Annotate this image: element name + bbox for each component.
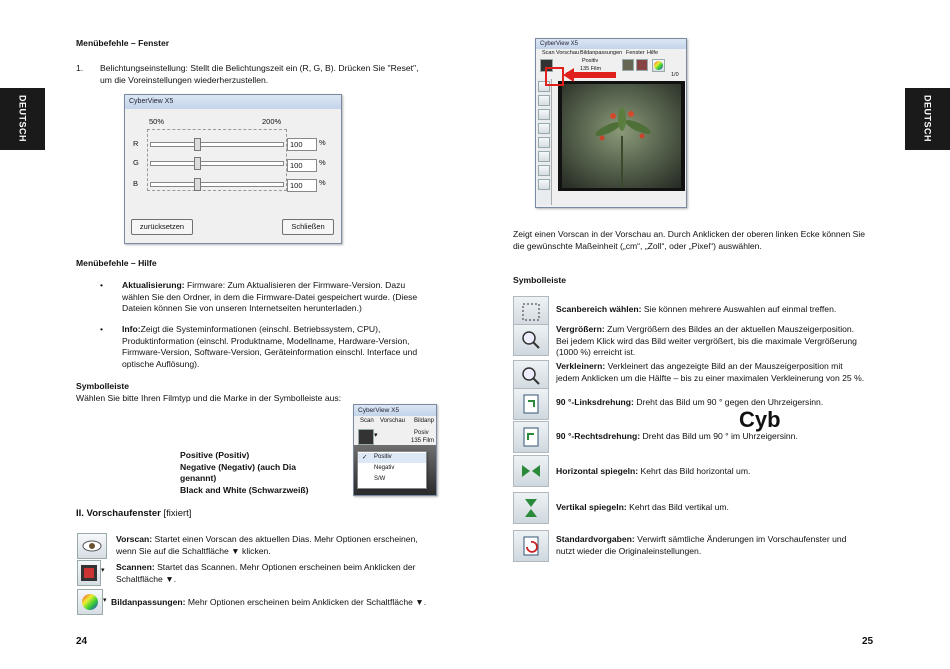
preview-window — [535, 38, 687, 208]
section2-heading — [76, 508, 191, 519]
toolbar-item-flip-v — [556, 502, 886, 514]
slider-g-track[interactable] — [150, 161, 284, 166]
toolbar-item-defaults-line1: Verwirft sämtliche Änderungen im Vorschaufenster und — [634, 534, 847, 544]
toolbar-item-zoom-in-line1: Zum Vergrößern des Bildes an der aktuellen Mauszeigerposition. — [604, 324, 855, 334]
reset-button[interactable]: zurücksetzen — [131, 219, 193, 235]
preview-caption-line2: die gewünschte Maßeinheit („cm“, „Zoll“, oder „Pixel“) auswählen. — [513, 240, 762, 251]
tool-vorscan-line2: wenn Sie auf die Schaltfläche ▼ klicken. — [116, 545, 271, 556]
film-icon[interactable] — [358, 429, 374, 445]
hilfe-item-update-line1: Firmware: Zum Aktualisieren der Firmware-Version. Dazu — [184, 280, 406, 290]
preview-menu-hilfe[interactable]: Hilfe — [647, 50, 659, 56]
tool-scannen-line2: Schaltfläche ▼. — [116, 573, 177, 584]
side-tab-right — [905, 88, 950, 150]
toolbar-item-select-label: Scanbereich wählen: — [556, 304, 642, 314]
slider-r-thumb[interactable] — [194, 138, 201, 151]
preview-image-frame — [558, 81, 685, 191]
left-symbolleiste-title: Symbolleiste — [76, 381, 130, 391]
preview-caption — [513, 229, 883, 252]
toolbar-item-rotate-left-label: 90 °-Linksdrehung: — [556, 397, 634, 407]
toolbar-item-defaults-label: Standardvorgaben: — [556, 534, 635, 544]
channel-r-label: R — [133, 139, 139, 148]
zoom-in-icon[interactable] — [513, 324, 549, 356]
tool-scannen-line1: Startet das Scannen. Mehr Optionen erscheinen beim Anklicken der — [154, 562, 416, 572]
side-zoom-out-icon[interactable] — [538, 109, 550, 120]
bullet-2: • — [100, 324, 104, 334]
side-tab-left — [0, 88, 45, 150]
preview-window-title: CyberView X5 — [536, 39, 686, 49]
channel-g-label: G — [133, 158, 139, 167]
scan-dropdown-arrow-icon[interactable]: ▾ — [101, 567, 105, 574]
dropdown-option-negativ[interactable]: Negativ — [374, 465, 395, 471]
film-dropdown-arrow-icon[interactable]: ▾ — [374, 432, 378, 439]
side-flip-h-icon[interactable] — [538, 151, 550, 162]
value-g-input[interactable]: 100 — [287, 159, 317, 172]
toolbar-item-flip-h — [556, 466, 886, 478]
reset-defaults-icon[interactable] — [513, 530, 549, 562]
toolbar-item-rotate-left-line1: Dreht das Bild um 90 ° gegen den Uhrzeigersinn. — [633, 397, 824, 407]
flip-vertical-icon[interactable] — [513, 492, 549, 524]
page-number-left: 24 — [76, 636, 88, 647]
item1-text — [100, 63, 440, 86]
side-rotate-right-icon[interactable] — [538, 137, 550, 148]
highlight-arrow-icon — [562, 66, 618, 84]
toolbar-item-flip-h-label: Horizontal spiegeln: — [556, 466, 639, 476]
scale-high-label: 200% — [262, 117, 282, 126]
bullet-1: • — [100, 280, 104, 290]
preview-scan-icon[interactable] — [622, 59, 634, 71]
film-type-positive: Positive (Positiv) — [180, 450, 250, 460]
flip-horizontal-icon[interactable] — [513, 455, 549, 487]
toolbar-item-rotate-left — [556, 397, 886, 409]
toolbar-item-flip-v-label: Vertikal spiegeln: — [556, 502, 627, 512]
color-wheel-icon[interactable] — [77, 589, 103, 615]
side-flip-v-icon[interactable] — [538, 165, 550, 176]
film-type-bw: Black and White (Schwarzweiß) — [180, 484, 309, 495]
exposure-dialog-title: CyberView X5 — [125, 95, 341, 109]
toolbar-item-zoom-out — [556, 361, 886, 384]
value-r-input[interactable]: 100 — [287, 138, 317, 151]
channel-b-label: B — [133, 179, 139, 188]
value-b-input[interactable]: 100 — [287, 179, 317, 192]
dropdown-highlight — [358, 453, 426, 463]
toolbar-item-rotate-right-label: 90 °-Rechtsdrehung: — [556, 431, 641, 441]
film-type-negative-cont: genannt) — [180, 473, 217, 483]
film-type-window-title: CyberView X5 — [354, 405, 436, 416]
preview-field-line2: 135 Film — [580, 66, 602, 72]
rotate-right-icon[interactable] — [513, 421, 549, 453]
toolbar-item-select-line1: Sie können mehrere Auswahlen auf einmal treffen. — [641, 304, 837, 314]
toolbar-item-defaults — [556, 534, 886, 557]
section2-title: II. Vorschaufenster — [76, 508, 161, 519]
dropdown-option-positiv[interactable]: Positiv — [374, 454, 392, 460]
mini-menu-vorschau[interactable]: Vorschau — [380, 418, 406, 424]
tool-scannen — [116, 562, 436, 585]
unit-b: % — [319, 178, 326, 187]
item1-number: 1. — [76, 63, 84, 73]
page-number-right: 25 — [862, 636, 874, 647]
preview-menu-fenster[interactable]: Fenster — [626, 50, 645, 56]
hilfe-item-info-line2: Produktinformation (einschl. Produktname, Modellname, Hardware-Version, — [122, 335, 410, 346]
unit-r: % — [319, 138, 326, 147]
side-tab-right-label: DEUTSCH — [922, 95, 933, 143]
side-zoom-in-icon[interactable] — [538, 95, 550, 106]
toolbar-item-flip-h-line1: Kehrt das Bild horizontal um. — [638, 466, 751, 476]
hilfe-item-update-label: Aktualisierung: — [122, 280, 185, 290]
toolbar-item-zoom-in-line3: (1000 %) erreicht ist. — [556, 347, 636, 357]
toolbar-item-zoom-in-line2: Bei jedem Klick wird das Bild weiter vergrößert, bis die maximale Vergrößerung — [556, 335, 857, 346]
side-tab-left-label: DEUTSCH — [17, 95, 28, 143]
preview-menu-vorschau[interactable]: Vorschau — [556, 50, 579, 56]
close-button[interactable]: Schließen — [282, 219, 334, 235]
scan-icon[interactable] — [77, 560, 101, 586]
mini-field-line2: 135 Film — [411, 438, 435, 444]
hilfe-item-update-line3: Dateien können Sie von unseren Internetseiten herunterladen.) — [122, 303, 362, 313]
tool-scannen-label: Scannen: — [116, 562, 155, 572]
right-symbolleiste-title: Symbolleiste — [513, 275, 567, 285]
mini-menu-bildanp[interactable]: Bildanp — [414, 418, 435, 424]
side-rotate-left-icon[interactable] — [538, 123, 550, 134]
film-type-dropdown — [357, 451, 427, 489]
preview-caption-line1: Zeigt einen Vorscan in der Vorschau an. Durch Anklicken der oberen linken Ecke können Sie — [513, 229, 866, 239]
hilfe-item-info-line1: Zeigt die Systeminformationen (einschl. Betriebssystem, CPU), — [140, 324, 381, 334]
toolbar-item-rotate-right-line1: Dreht das Bild um 90 ° im Uhrzeigersinn. — [640, 431, 798, 441]
toolbar-item-select — [556, 304, 886, 316]
side-reset-icon[interactable] — [538, 179, 550, 190]
toolbar-item-rotate-right — [556, 431, 886, 443]
ruler-label-end: 1/0 — [671, 72, 679, 78]
hilfe-item-update — [122, 280, 442, 315]
film-type-negative: Negative (Negativ) (auch Dia — [180, 461, 297, 472]
bild-dropdown-arrow-icon[interactable]: ▾ — [103, 597, 107, 604]
unit-g: % — [319, 158, 326, 167]
preview-image — [558, 81, 685, 191]
mini-menu-scan[interactable]: Scan — [360, 418, 374, 424]
tool-bildanpassungen-label: Bildanpassungen: — [111, 597, 186, 607]
slider-r-track[interactable] — [150, 142, 284, 147]
hilfe-item-info — [122, 324, 442, 370]
preview-menu-bildanpassungen[interactable]: Bildanpassungen — [580, 50, 623, 56]
preview-side-toolbar — [537, 79, 552, 205]
left-symbolleiste-text: Wählen Sie bitte Ihren Filmtyp und die Marke in der Symbolleiste aus: — [76, 393, 342, 403]
overlay-text: Cyb — [739, 407, 781, 432]
mini-field-line1: Posiv — [414, 430, 429, 436]
toolbar-item-zoom-in-label: Vergrößern: — [556, 324, 605, 334]
film-type-list — [180, 450, 320, 496]
toolbar-item-zoom-out-label: Verkleinern: — [556, 361, 606, 371]
hilfe-item-info-label: Info: — [122, 324, 141, 334]
tool-bildanpassungen-line1: Mehr Optionen erscheinen beim Anklicken der Schaltfläche ▼. — [185, 597, 427, 607]
exposure-dialog — [124, 94, 342, 244]
hilfe-item-update-line2: wählen Sie den Ordner, in dem die Firmware-Datei gespeichert wurde. (Diese — [122, 291, 418, 302]
rotate-left-icon[interactable] — [513, 388, 549, 420]
toolbar-item-flip-v-line1: Kehrt das Bild vertikal um. — [626, 502, 729, 512]
item1-line2: um die Voreinstellungen wiederherzustellen. — [100, 74, 269, 85]
preview-tool-icon[interactable] — [636, 59, 648, 71]
tool-vorscan — [116, 534, 436, 557]
menu-fenster-title: Menübefehle – Fenster — [76, 38, 170, 48]
tool-vorscan-label: Vorscan: — [116, 534, 153, 544]
slider-b-thumb[interactable] — [194, 178, 201, 191]
tool-bildanpassungen — [111, 597, 441, 609]
toolbar-item-zoom-out-line1: Verkleinert das angezeigte Bild an der Mauszeigerposition mit — [605, 361, 843, 371]
slider-g-thumb[interactable] — [194, 157, 201, 170]
slider-b-track[interactable] — [150, 182, 284, 187]
preview-field-line1: Positiv — [582, 58, 599, 64]
preview-color-wheel-icon[interactable] — [652, 59, 665, 72]
dropdown-option-sw[interactable]: S/W — [374, 476, 386, 482]
section2-suffix: [fixiert] — [160, 508, 192, 519]
hilfe-item-info-line3: Firmware-Version, Software-Version, Geräteinformation einschl. Interface und — [122, 347, 418, 357]
item1-line1: Belichtungseinstellung: Stellt die Belichtungszeit ein (R, G, B). Drücken Sie "Reset", — [100, 63, 419, 73]
menu-hilfe-title: Menübefehle – Hilfe — [76, 258, 157, 268]
toolbar-item-defaults-line2: nutzt wieder die Originaleinstellungen. — [556, 545, 702, 556]
tool-vorscan-line1: Startet einen Vorscan des aktuellen Dias. Mehr Optionen erscheinen, — [152, 534, 418, 544]
hilfe-item-info-line4: optische Auflösung). — [122, 358, 200, 369]
toolbar-item-zoom-out-line2: jedem Anklicken um die Hälfte – bis zu einer maximalen Verkleinerung von 25 %. — [556, 372, 865, 383]
scale-low-label: 50% — [149, 117, 165, 126]
check-icon: ✓ — [362, 454, 368, 461]
eye-icon[interactable] — [77, 533, 107, 559]
preview-menu-scan[interactable]: Scan — [542, 50, 555, 56]
toolbar-item-zoom-in — [556, 324, 886, 359]
